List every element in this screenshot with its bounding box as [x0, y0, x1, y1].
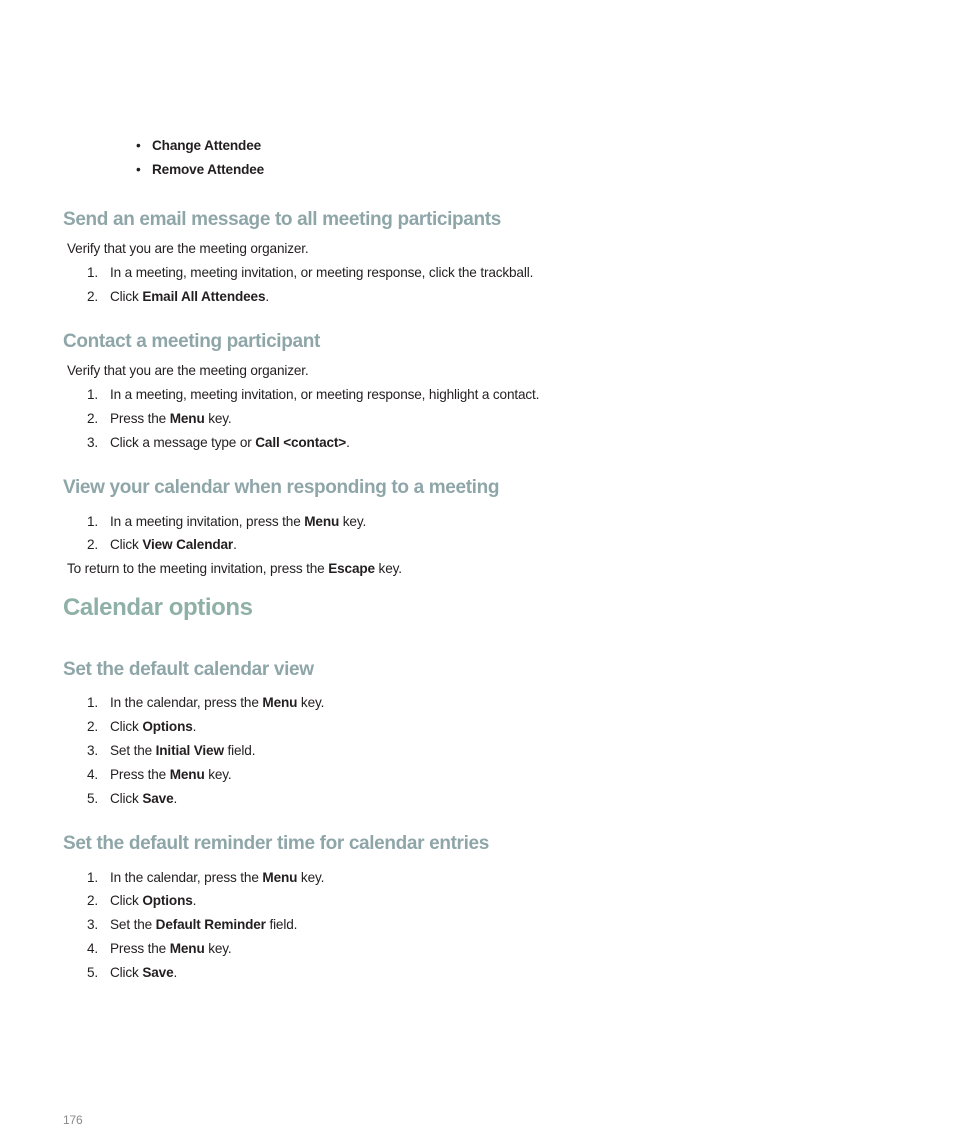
step-bold-term: Email All Attendees	[142, 289, 266, 304]
step-item	[87, 790, 177, 808]
step-bold-term: Menu	[169, 767, 205, 782]
step-bold-term: Options	[142, 719, 193, 734]
step-item	[87, 892, 196, 910]
step-text: Set the	[110, 917, 156, 932]
section-heading-default-view: Set the default calendar view	[63, 659, 314, 680]
step-number: 5.	[87, 791, 99, 806]
step-text: In a meeting, meeting invitation, or meeting response, highlight a contact.	[110, 387, 540, 402]
step-text: Press the	[110, 941, 170, 956]
section-heading-default-reminder: Set the default reminder time for calendar entries	[63, 833, 489, 854]
step-number: 1.	[87, 514, 99, 529]
step-number: 1.	[87, 265, 99, 280]
step-text-suffix: field.	[265, 917, 298, 932]
step-text: In the calendar, press the	[110, 695, 263, 710]
step-text: Click	[110, 537, 143, 552]
step-number: 2.	[87, 719, 99, 734]
step-number: 3.	[87, 917, 99, 932]
bullet-text: Change Attendee	[152, 138, 262, 153]
step-item	[87, 513, 366, 531]
step-item	[87, 964, 177, 982]
step-text-suffix: key.	[339, 514, 367, 529]
step-bold-term: Initial View	[155, 743, 224, 758]
step-number: 2.	[87, 537, 99, 552]
prerequisite-text: Verify that you are the meeting organizer.	[67, 363, 309, 378]
bullet-text: Remove Attendee	[152, 162, 265, 177]
step-text-suffix: key.	[204, 941, 232, 956]
step-item	[87, 742, 255, 760]
step-item	[87, 869, 324, 887]
chapter-title-calendar-options: Calendar options	[63, 594, 253, 621]
step-item	[87, 410, 232, 428]
step-bold-term: Menu	[262, 695, 298, 710]
bullet-dot-icon: •	[136, 162, 141, 177]
note-text-suffix: key.	[374, 561, 402, 576]
step-bold-term: Menu	[304, 514, 340, 529]
step-text: Press the	[110, 767, 170, 782]
note-text-prefix: To return to the meeting invitation, press the	[67, 561, 329, 576]
step-text-suffix: .	[346, 435, 350, 450]
step-text: Click	[110, 289, 143, 304]
step-number: 4.	[87, 767, 99, 782]
step-text-suffix: .	[173, 791, 178, 806]
step-text-suffix: .	[233, 537, 237, 552]
note-text	[67, 560, 402, 578]
step-bold-term: Default Reminder	[155, 917, 266, 932]
step-item	[87, 766, 232, 784]
step-text-suffix: .	[265, 289, 270, 304]
step-bold-term: Save	[142, 791, 174, 806]
step-item	[87, 916, 297, 934]
step-bold-term: Menu	[169, 411, 205, 426]
step-text: In a meeting invitation, press the	[110, 514, 305, 529]
step-item	[87, 264, 533, 282]
bullet-item	[136, 161, 264, 179]
step-item	[87, 386, 539, 404]
step-number: 1.	[87, 387, 99, 402]
step-item	[87, 288, 269, 306]
step-number: 2.	[87, 289, 99, 304]
step-item	[87, 536, 237, 554]
step-number: 4.	[87, 941, 99, 956]
step-number: 3.	[87, 743, 99, 758]
step-text: Click	[110, 965, 143, 980]
step-text-suffix: .	[192, 893, 197, 908]
step-text-suffix: key.	[297, 695, 325, 710]
step-text: Click a message type or	[110, 435, 256, 450]
step-bold-term: View Calendar	[142, 537, 234, 552]
bullet-dot-icon: •	[136, 138, 141, 153]
step-text-suffix: key.	[204, 767, 232, 782]
prerequisite-text: Verify that you are the meeting organizer.	[67, 241, 309, 256]
step-number: 2.	[87, 411, 99, 426]
section-heading-email-participants: Send an email message to all meeting participants	[63, 209, 501, 230]
note-bold-term: Escape	[328, 561, 375, 576]
step-item	[87, 694, 324, 712]
step-text: In the calendar, press the	[110, 870, 263, 885]
step-text: Click	[110, 791, 143, 806]
step-text-suffix: key.	[297, 870, 325, 885]
step-number: 1.	[87, 870, 99, 885]
step-text: In a meeting, meeting invitation, or meeting response, click the trackball.	[110, 265, 534, 280]
step-text: Click	[110, 719, 143, 734]
page-number: 176	[63, 1113, 83, 1127]
step-item	[87, 434, 350, 452]
step-bold-term: Menu	[169, 941, 205, 956]
step-text-suffix: key.	[204, 411, 232, 426]
step-bold-term: Save	[142, 965, 174, 980]
step-number: 3.	[87, 435, 99, 450]
bullet-item	[136, 137, 261, 155]
step-text: Set the	[110, 743, 156, 758]
step-bold-term: Options	[142, 893, 193, 908]
step-bold-term: Menu	[262, 870, 298, 885]
step-item	[87, 940, 232, 958]
step-text: Press the	[110, 411, 170, 426]
step-bold-term: Call <contact>	[255, 435, 347, 450]
step-number: 5.	[87, 965, 99, 980]
section-heading-view-calendar: View your calendar when responding to a meeting	[63, 477, 500, 498]
step-text-suffix: .	[192, 719, 197, 734]
section-heading-contact-participant: Contact a meeting participant	[63, 331, 320, 352]
step-text-suffix: .	[173, 965, 178, 980]
step-text: Click	[110, 893, 143, 908]
step-number: 2.	[87, 893, 99, 908]
step-number: 1.	[87, 695, 99, 710]
step-text-suffix: field.	[223, 743, 256, 758]
step-item	[87, 718, 196, 736]
